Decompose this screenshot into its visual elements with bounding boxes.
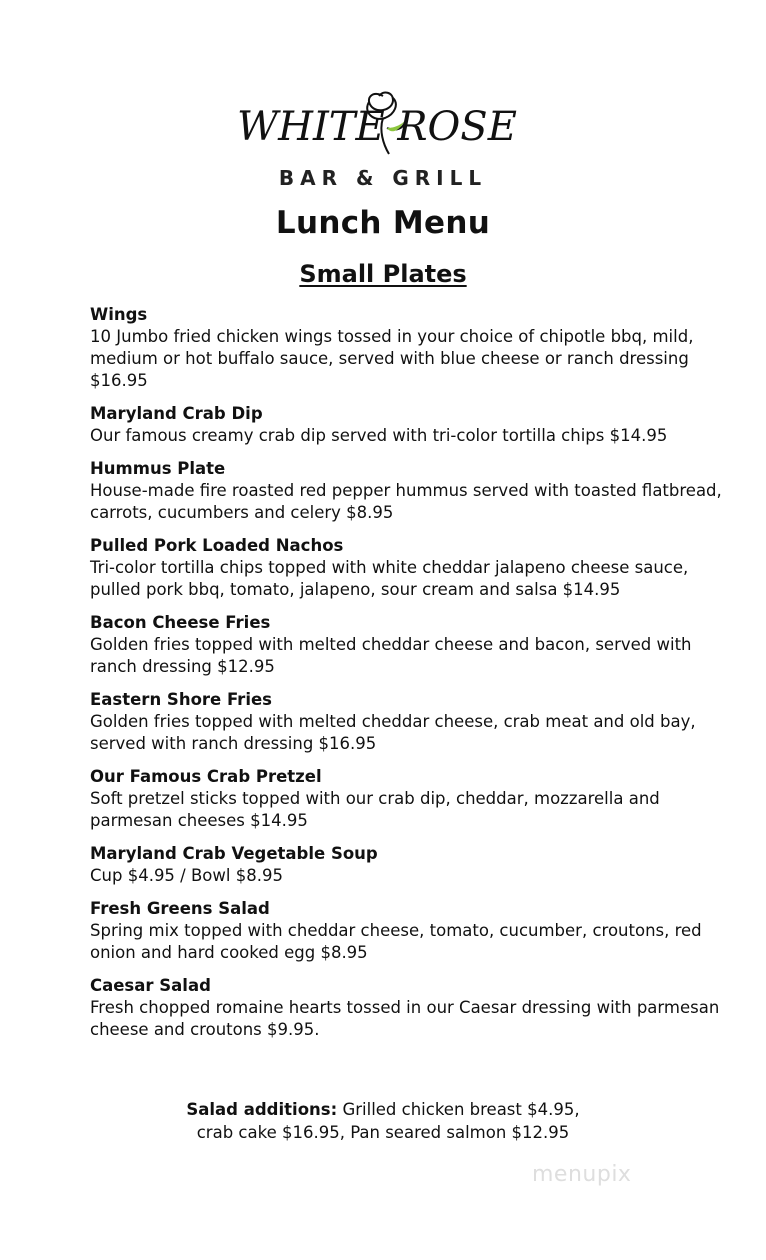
menu-item (90, 535, 730, 601)
menu-item-name: Maryland Crab Vegetable Soup (90, 844, 378, 863)
menu-item-description: Cup $4.95 / Bowl $8.95 (90, 866, 283, 885)
menu-item (90, 403, 730, 447)
menu-item (90, 458, 730, 524)
restaurant-logo (0, 88, 766, 198)
menu-item (90, 843, 730, 887)
logo-subtitle: BAR & GRILL (278, 166, 488, 190)
menu-item (90, 975, 730, 1041)
menu-item-name: Maryland Crab Dip (90, 404, 263, 423)
salad-additions-line1: Grilled chicken breast $4.95, (342, 1100, 580, 1119)
menu-item (90, 304, 730, 392)
page-title: Lunch Menu (275, 205, 491, 241)
menu-item-name: Wings (90, 305, 148, 324)
menu-item (90, 612, 730, 678)
menu-item-description: 10 Jumbo fried chicken wings tossed in your choice of chipotle bbq, mild, medium or hot buffalo sauce, served with blue cheese or ranch dressing $16.95 (90, 327, 694, 390)
menu-item (90, 766, 730, 832)
menu-item-description: Fresh chopped romaine hearts tossed in our Caesar dressing with parmesan cheese and croutons $9.95. (90, 998, 720, 1039)
menu-item-name: Bacon Cheese Fries (90, 613, 271, 632)
menu-item-description: House-made fire roasted red pepper hummus served with toasted flatbread, carrots, cucumbers and celery $8.95 (90, 481, 722, 522)
white-rose-logo-icon (233, 88, 533, 198)
menu-item-description: Our famous creamy crab dip served with tri-color tortilla chips $14.95 (90, 426, 668, 445)
menu-item (90, 689, 730, 755)
menu-item-name: Eastern Shore Fries (90, 690, 272, 709)
menu-item (90, 898, 730, 964)
menu-item-name: Fresh Greens Salad (90, 899, 270, 918)
menu-items-list (90, 304, 730, 1052)
salad-additions (0, 1098, 766, 1144)
section-title: Small Plates (299, 260, 467, 288)
logo-wordmark: WHITE ROSE (237, 104, 517, 150)
menu-item-description: Tri-color tortilla chips topped with white cheddar jalapeno cheese sauce, pulled pork bbq, tomato, jalapeno, sour cream and salsa $14.95 (90, 558, 689, 599)
menu-item-name: Caesar Salad (90, 976, 211, 995)
menu-item-name: Our Famous Crab Pretzel (90, 767, 322, 786)
menu-item-name: Pulled Pork Loaded Nachos (90, 536, 344, 555)
salad-additions-line2: crab cake $16.95, Pan seared salmon $12.95 (196, 1123, 570, 1142)
watermark: menupix (532, 1162, 632, 1187)
menu-item-description: Golden fries topped with melted cheddar cheese and bacon, served with ranch dressing $12.95 (90, 635, 692, 676)
menu-item-description: Soft pretzel sticks topped with our crab dip, cheddar, mozzarella and parmesan cheeses $14.95 (90, 789, 660, 830)
menu-item-name: Hummus Plate (90, 459, 226, 478)
menu-item-description: Spring mix topped with cheddar cheese, tomato, cucumber, croutons, red onion and hard cooked egg $8.95 (90, 921, 702, 962)
menu-item-description: Golden fries topped with melted cheddar cheese, crab meat and old bay, served with ranch dressing $16.95 (90, 712, 696, 753)
salad-additions-label: Salad additions: (186, 1100, 338, 1119)
